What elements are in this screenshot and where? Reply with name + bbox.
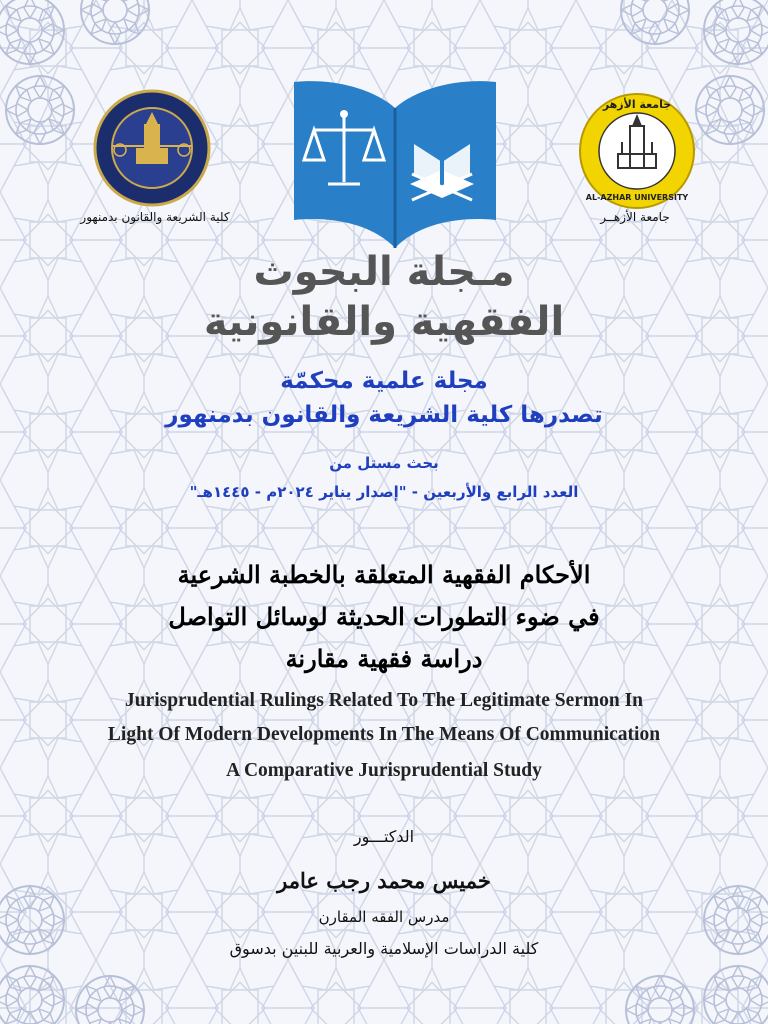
journal-logo <box>292 74 498 250</box>
journal-subtitle-1: مجلة علمية محكمّة <box>280 368 488 394</box>
alazhar-seal-icon <box>578 92 696 210</box>
alazhar-seal-english: AL-AZHAR UNIVERSITY <box>585 193 689 202</box>
alazhar-caption: جامعة الأزهــر <box>600 210 670 224</box>
english-title-line2: Light Of Modern Developments In The Means Of Communication <box>107 724 661 745</box>
extract-label: بحث مستل من <box>329 454 439 472</box>
author-affiliation: كلية الدراسات الإسلامية والعربية للبنين بدسوق <box>229 939 539 958</box>
journal-title-line1: مـجلة البحوث <box>253 249 515 295</box>
scales-and-quran-icon <box>292 74 498 250</box>
journal-subtitle-2: تصدرها كلية الشريعة والقانون بدمنهور <box>165 402 603 428</box>
author-position: مدرس الفقه المقارن <box>318 908 450 926</box>
english-title-line1: Jurisprudential Rulings Related To The Legitimate Sermon In <box>124 690 644 711</box>
faculty-logo <box>92 88 212 208</box>
faculty-seal-icon <box>92 88 212 208</box>
issue-line: العدد الرابع والأربعين - "إصدار يناير ٢٠٢٤م - ١٤٤٥هـ" <box>189 483 579 501</box>
journal-title-line2: الفقهية والقانونية <box>203 299 565 345</box>
faculty-caption: كلية الشريعة والقانون بدمنهور <box>80 210 230 224</box>
author-name: خميس محمد رجب عامر <box>277 868 491 893</box>
arabic-title-line2: في ضوء التطورات الحديثة لوسائل التواصل <box>168 602 600 631</box>
author-title: الدكتـــور <box>353 827 415 846</box>
english-title-line3: A Comparative Jurisprudential Study <box>226 760 542 781</box>
alazhar-seal-arabic: جامعة الأزهر <box>602 98 672 111</box>
alazhar-logo <box>578 92 696 210</box>
arabic-title-line3: دراسة فقهية مقارنة <box>285 644 483 673</box>
arabic-title-line1: الأحكام الفقهية المتعلقة بالخطبة الشرعية <box>177 560 591 589</box>
